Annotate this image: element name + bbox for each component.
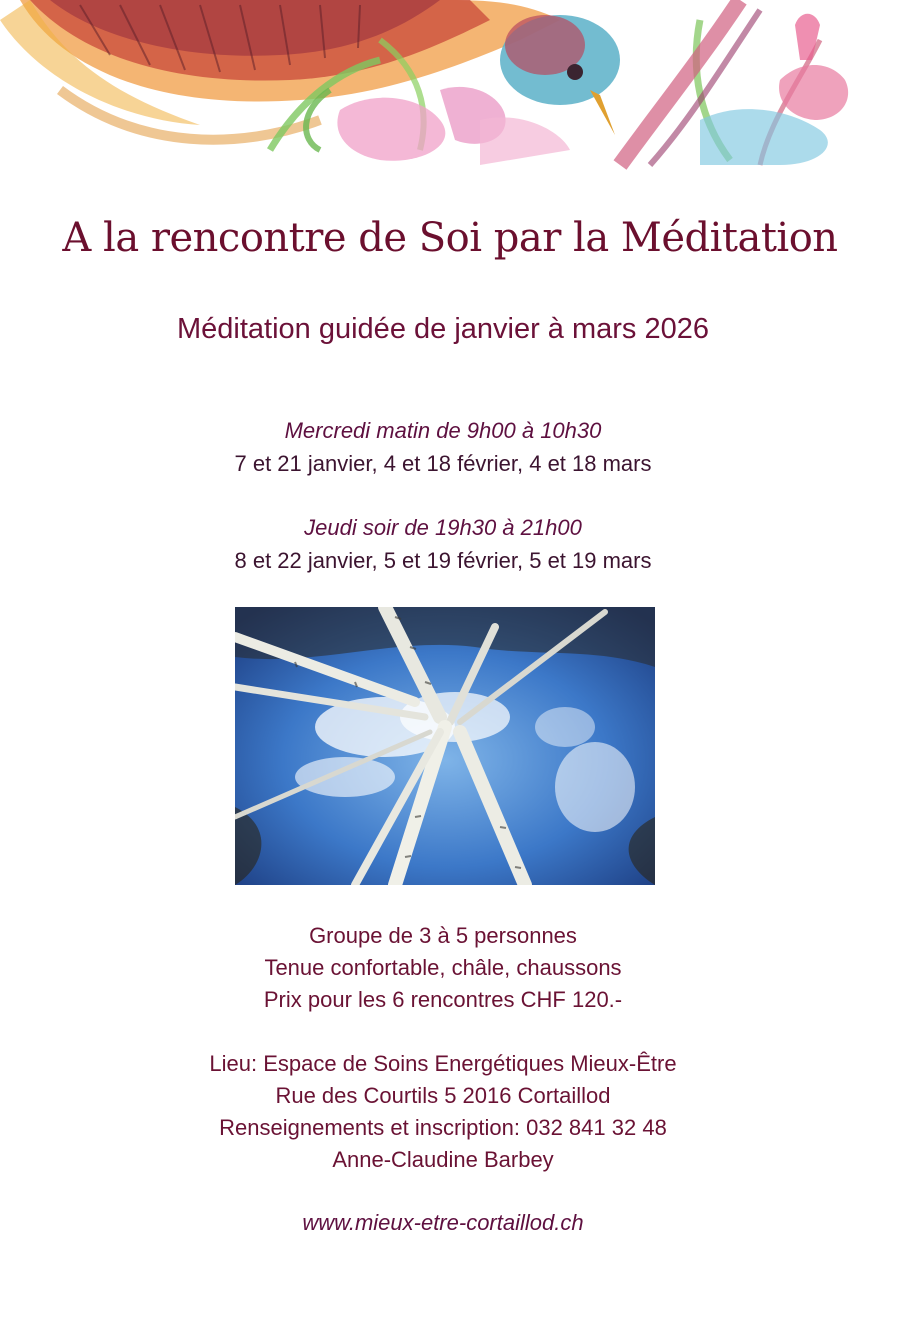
session-wednesday	[0, 414, 886, 480]
price: Prix pour les 6 rencontres CHF 120.-	[263, 987, 623, 1012]
group-details	[0, 920, 886, 1016]
session-time: Jeudi soir de 19h30 à 21h00	[304, 515, 582, 540]
address: Rue des Courtils 5 2016 Cortaillod	[275, 1083, 611, 1108]
registration-phone: Renseignements et inscription: 032 841 32 48	[219, 1115, 667, 1140]
contact-name: Anne-Claudine Barbey	[332, 1147, 554, 1172]
birch-trees-photo	[235, 607, 655, 885]
session-thursday	[0, 511, 886, 577]
session-time: Mercredi matin de 9h00 à 10h30	[284, 418, 602, 443]
subtitle: Méditation guidée de janvier à mars 2026	[177, 313, 709, 345]
group-size: Groupe de 3 à 5 personnes	[309, 923, 577, 948]
location: Lieu: Espace de Soins Energétiques Mieux-Être	[209, 1051, 677, 1076]
session-dates: 7 et 21 janvier, 4 et 18 février, 4 et 18 mars	[234, 451, 652, 476]
contact-details	[0, 1048, 886, 1176]
decorative-bird-illustration	[0, 0, 900, 170]
attire: Tenue confortable, châle, chaussons	[264, 955, 622, 980]
website-link[interactable]: www.mieux-etre-cortaillod.ch	[302, 1210, 584, 1235]
page-title: A la rencontre de Soi par la Méditation	[62, 215, 838, 261]
session-dates: 8 et 22 janvier, 5 et 19 février, 5 et 19 mars	[234, 548, 652, 573]
